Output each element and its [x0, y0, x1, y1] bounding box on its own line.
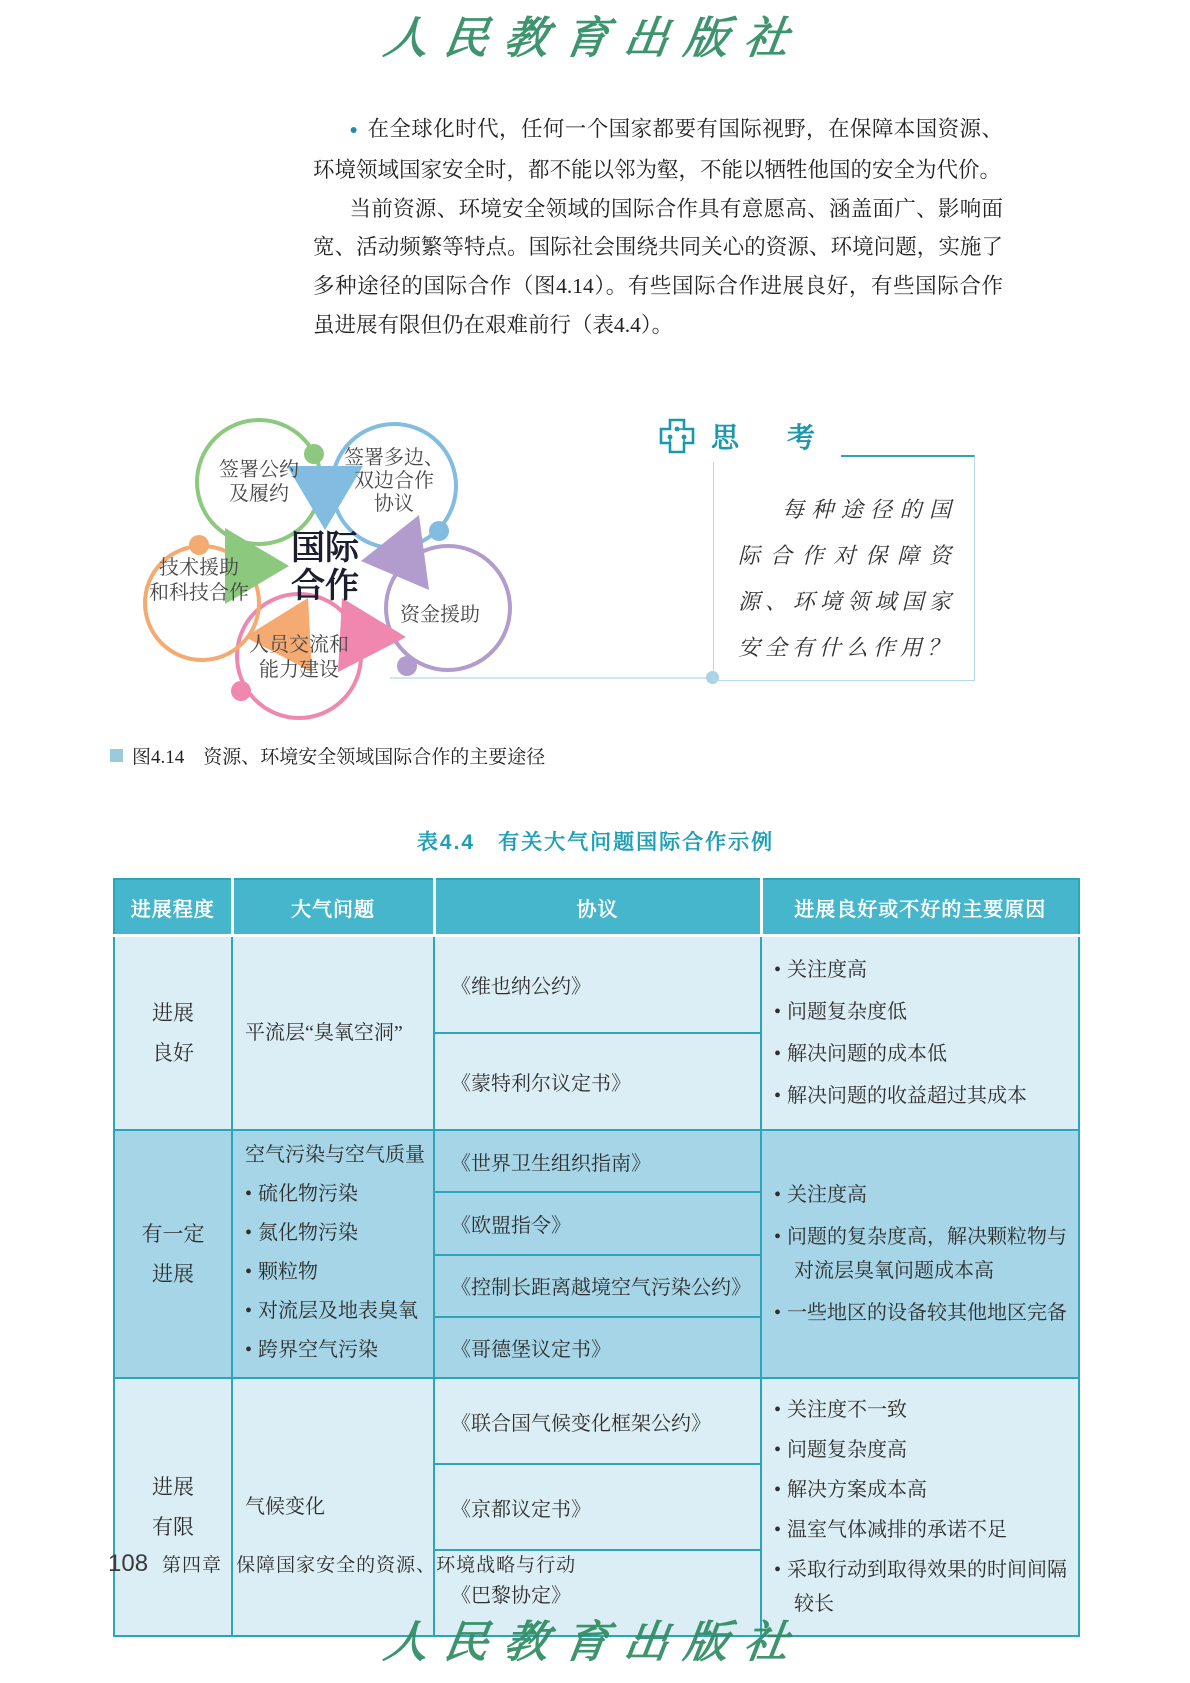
reason-item: • 关注度高: [774, 1184, 868, 1206]
petal-label: 协议: [374, 493, 414, 515]
think-box-title: 思 考: [711, 422, 826, 453]
cell-protocol: 《哥德堡议定书》: [434, 1317, 761, 1378]
petal-dot-personnel-exchange: [231, 681, 251, 701]
reason-item: • 关注度不一致: [774, 1399, 908, 1421]
header-protocol: 协议: [434, 879, 761, 936]
figure-caption-text: 图4.14 资源、环境安全领域国际合作的主要途径: [132, 747, 546, 768]
petal-dot-sign-conventions: [304, 444, 324, 464]
petal-label: 双边合作: [354, 470, 434, 492]
problem-item: • 颗粒物: [245, 1261, 319, 1283]
cell-protocol: 《世界卫生组织指南》: [434, 1130, 761, 1192]
international-cooperation-diagram: [95, 383, 575, 723]
reason-item: • 问题复杂度低: [774, 1001, 908, 1023]
petal-label: 及履约: [229, 483, 289, 505]
petal-label: 签署多边、: [344, 447, 444, 469]
table-title: 表4.4 有关大气问题国际合作示例: [416, 831, 775, 854]
table-row: [114, 1378, 1079, 1464]
cell-problem: 平流层“臭氧空洞”: [232, 936, 434, 1131]
table-header-row: [114, 879, 1079, 936]
petal-label: 资金援助: [400, 604, 480, 626]
publisher-logo-top: 人民教育出版社: [380, 13, 808, 64]
cell-protocol: 《京都议定书》: [434, 1464, 761, 1550]
think-cross-icon: [655, 414, 699, 458]
reason-item: • 问题复杂度高: [774, 1439, 908, 1461]
header-problem: 大气问题: [232, 879, 434, 936]
bullet-dot-icon: ●: [349, 123, 359, 138]
paragraph-2-text: 当前资源、环境安全领域的国际合作具有意愿高、涵盖面广、影响面宽、活动频繁等特点。国际社会围绕共同关心的资源、环境问题，实施了多种途径的国际合作（图4.14）。有些国际合作进展良好，有些国际合作虽进展有限但仍在艰难前行（表4.4）。: [313, 196, 1003, 337]
reason-item: • 关注度高: [774, 959, 868, 981]
cell-protocol: 《控制长距离越境空气污染公约》: [434, 1255, 761, 1317]
figure-caption: [110, 742, 545, 769]
problem-item: • 对流层及地表臭氧: [245, 1300, 419, 1322]
cell-problem: 气候变化: [232, 1378, 434, 1636]
cell-reasons: [761, 1130, 1079, 1378]
atmosphere-cooperation-table: [113, 878, 1080, 1637]
paragraph-1-text: 在全球化时代，任何一个国家都要有国际视野，在保障本国资源、环境领域国家安全时，都不能以邻为壑，不能以牺牲他国的安全为代价。: [313, 117, 1003, 182]
diagram-center-title-line2: 合作: [291, 568, 359, 605]
cell-protocol: 《维也纳公约》: [434, 936, 761, 1034]
think-box: [713, 455, 975, 681]
petal-label: 签署公约: [219, 459, 299, 481]
problem-item: • 跨界空气污染: [245, 1339, 379, 1361]
body-text: [313, 110, 1003, 345]
think-box-header: [655, 410, 841, 462]
cell-progress: 进展 有限: [114, 1378, 232, 1636]
table-row: [114, 936, 1079, 1034]
petal-label: 能力建设: [259, 659, 339, 681]
cell-problem: 空气污染与空气质量 • 硫化物污染 • 氮化物污染 • 颗粒物 • 对流层及地表臭氧 • 跨界空气污染: [232, 1130, 434, 1378]
paragraph-2: [313, 190, 1003, 345]
publisher-logo-bottom: 人民教育出版社: [380, 1617, 808, 1668]
petal-dot-funding-aid: [397, 656, 417, 676]
caption-square-icon: [110, 749, 123, 762]
petal-label: 技术援助: [159, 557, 239, 579]
cell-protocol: 《欧盟指令》: [434, 1192, 761, 1254]
reason-item: • 温室气体减排的承诺不足: [774, 1519, 1008, 1541]
cell-progress: 进展 良好: [114, 936, 232, 1131]
cell-reasons: [761, 936, 1079, 1131]
cell-protocol: 《巴黎协定》: [434, 1550, 761, 1636]
petal-dot-technical-aid: [189, 535, 209, 555]
petal-label: 人员交流和: [249, 634, 349, 656]
think-box-question: 每种途径的国际合作对保障资源、环境领域国家安全有什么作用？: [738, 497, 956, 660]
cell-progress: 有一定 进展: [114, 1130, 232, 1378]
table-row: [114, 1130, 1079, 1192]
chapter-title: 保障国家安全的资源、环境战略与行动: [236, 1555, 577, 1576]
page-footer: [108, 1550, 576, 1578]
cell-protocol: 《蒙特利尔议定书》: [434, 1033, 761, 1130]
thinkbox-connector-line: [390, 677, 714, 679]
page-number: 108: [108, 1550, 149, 1577]
reason-item: • 解决问题的收益超过其成本: [774, 1085, 1028, 1107]
chapter-label: 第四章: [162, 1555, 223, 1576]
header-progress: 进展程度: [114, 879, 232, 936]
paragraph-1: [313, 110, 1003, 190]
diagram-center-title-line1: 国际: [291, 530, 359, 567]
reason-item: • 解决问题的成本低: [774, 1043, 948, 1065]
reason-item: • 解决方案成本高: [774, 1479, 928, 1501]
problem-item: • 硫化物污染: [245, 1183, 359, 1205]
problem-item: • 氮化物污染: [245, 1222, 359, 1244]
reason-item: • 问题的复杂度高，解决颗粒物与对流层臭氧问题成本高: [774, 1226, 1068, 1282]
cell-protocol: 《联合国气候变化框架公约》: [434, 1378, 761, 1464]
cell-reasons: [761, 1378, 1079, 1636]
petal-label: 和科技合作: [149, 582, 249, 604]
reason-item: • 一些地区的设备较其他地区完备: [774, 1302, 1068, 1324]
header-reasons: 进展良好或不好的主要原因: [761, 879, 1079, 936]
reason-item: • 采取行动到取得效果的时间间隔较长: [774, 1559, 1068, 1615]
petal-dot-sign-agreements: [429, 521, 449, 541]
